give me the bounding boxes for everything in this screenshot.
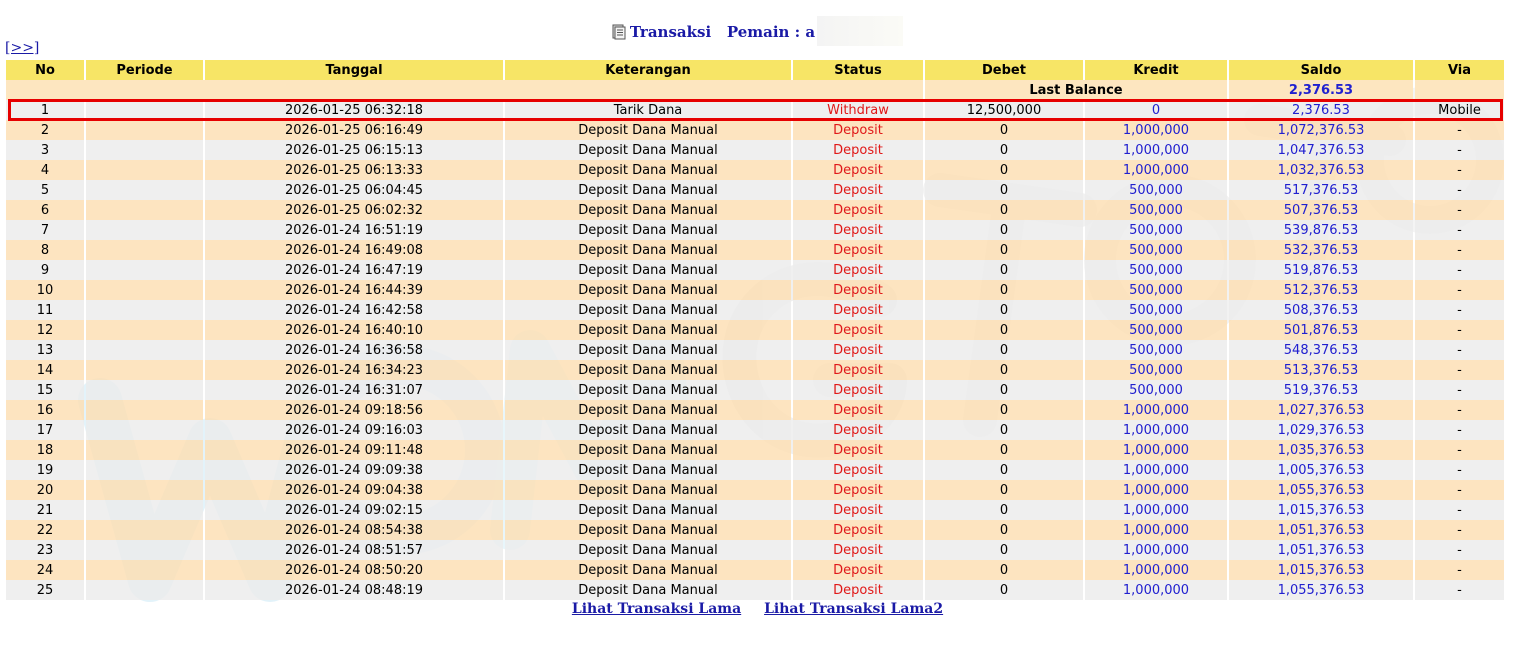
keterangan-cell: Deposit Dana Manual <box>505 200 791 220</box>
saldo-cell: 1,051,376.53 <box>1229 540 1413 560</box>
table-row <box>6 260 1504 280</box>
saldo-cell: 1,032,376.53 <box>1229 160 1413 180</box>
no-cell: 23 <box>6 540 84 560</box>
debet-cell: 0 <box>925 300 1083 320</box>
status-cell: Deposit <box>793 140 923 160</box>
keterangan-cell: Deposit Dana Manual <box>505 320 791 340</box>
redaction-mask <box>817 16 903 46</box>
debet-cell: 0 <box>925 340 1083 360</box>
status-cell: Deposit <box>793 560 923 580</box>
tanggal-cell: 2026-01-24 08:51:57 <box>205 540 503 560</box>
no-cell: 19 <box>6 460 84 480</box>
table-row <box>6 540 1504 560</box>
table-row <box>6 440 1504 460</box>
title-label: Transaksi <box>629 23 712 41</box>
via-cell: - <box>1415 180 1504 200</box>
no-cell: 3 <box>6 140 84 160</box>
column-header-no: No <box>6 60 84 80</box>
status-cell: Deposit <box>793 240 923 260</box>
keterangan-cell: Deposit Dana Manual <box>505 340 791 360</box>
debet-cell: 0 <box>925 220 1083 240</box>
footer-links <box>0 601 1515 617</box>
kredit-cell: 1,000,000 <box>1085 540 1227 560</box>
status-cell: Deposit <box>793 500 923 520</box>
old-transactions-2-link[interactable]: Lihat Transaksi Lama2 <box>764 601 944 617</box>
table-row <box>6 520 1504 540</box>
table-row <box>6 500 1504 520</box>
table-row <box>6 200 1504 220</box>
keterangan-cell: Deposit Dana Manual <box>505 180 791 200</box>
via-cell: - <box>1415 540 1504 560</box>
periode-cell <box>86 160 203 180</box>
no-cell: 25 <box>6 580 84 600</box>
table-row <box>6 420 1504 440</box>
no-cell: 18 <box>6 440 84 460</box>
saldo-cell: 1,015,376.53 <box>1229 500 1413 520</box>
table-row <box>6 160 1504 180</box>
tanggal-cell: 2026-01-24 16:31:07 <box>205 380 503 400</box>
saldo-cell: 519,376.53 <box>1229 380 1413 400</box>
tanggal-cell: 2026-01-25 06:15:13 <box>205 140 503 160</box>
kredit-cell: 500,000 <box>1085 220 1227 240</box>
tanggal-cell: 2026-01-25 06:13:33 <box>205 160 503 180</box>
tanggal-cell: 2026-01-24 16:34:23 <box>205 360 503 380</box>
keterangan-cell: Deposit Dana Manual <box>505 140 791 160</box>
kredit-cell: 500,000 <box>1085 240 1227 260</box>
no-cell: 11 <box>6 300 84 320</box>
no-cell: 2 <box>6 120 84 140</box>
periode-cell <box>86 200 203 220</box>
status-cell: Deposit <box>793 400 923 420</box>
keterangan-cell: Deposit Dana Manual <box>505 220 791 240</box>
table-row <box>6 560 1504 580</box>
debet-cell: 0 <box>925 560 1083 580</box>
last-balance-value: 2,376.53 <box>1229 80 1413 100</box>
tanggal-cell: 2026-01-24 09:11:48 <box>205 440 503 460</box>
no-cell: 4 <box>6 160 84 180</box>
keterangan-cell: Deposit Dana Manual <box>505 420 791 440</box>
saldo-cell: 1,055,376.53 <box>1229 580 1413 600</box>
tanggal-cell: 2026-01-24 09:16:03 <box>205 420 503 440</box>
saldo-cell: 539,876.53 <box>1229 220 1413 240</box>
via-cell: - <box>1415 260 1504 280</box>
periode-cell <box>86 360 203 380</box>
via-cell: - <box>1415 400 1504 420</box>
table-row <box>6 340 1504 360</box>
via-cell: - <box>1415 300 1504 320</box>
via-cell: - <box>1415 320 1504 340</box>
no-cell: 24 <box>6 560 84 580</box>
no-cell: 8 <box>6 240 84 260</box>
last-balance-label: Last Balance <box>925 80 1227 100</box>
page-title <box>0 16 1515 46</box>
periode-cell <box>86 120 203 140</box>
table-row <box>6 180 1504 200</box>
periode-cell <box>86 340 203 360</box>
periode-cell <box>86 260 203 280</box>
keterangan-cell: Deposit Dana Manual <box>505 520 791 540</box>
keterangan-cell: Deposit Dana Manual <box>505 260 791 280</box>
saldo-cell: 1,035,376.53 <box>1229 440 1413 460</box>
tanggal-cell: 2026-01-24 16:47:19 <box>205 260 503 280</box>
debet-cell: 0 <box>925 520 1083 540</box>
table-row <box>6 140 1504 160</box>
no-cell: 16 <box>6 400 84 420</box>
periode-cell <box>86 320 203 340</box>
via-cell: - <box>1415 560 1504 580</box>
via-cell: - <box>1415 160 1504 180</box>
column-header-periode: Periode <box>86 60 203 80</box>
kredit-cell: 500,000 <box>1085 340 1227 360</box>
player-label: Pemain : a <box>726 23 816 41</box>
via-cell: - <box>1415 280 1504 300</box>
column-header-debet: Debet <box>925 60 1083 80</box>
status-cell: Deposit <box>793 420 923 440</box>
debet-cell: 12,500,000 <box>925 100 1083 120</box>
table-row <box>6 100 1504 120</box>
debet-cell: 0 <box>925 580 1083 600</box>
status-cell: Deposit <box>793 180 923 200</box>
last-balance-row <box>6 80 1504 100</box>
debet-cell: 0 <box>925 260 1083 280</box>
periode-cell <box>86 500 203 520</box>
via-cell: - <box>1415 200 1504 220</box>
periode-cell <box>86 140 203 160</box>
table-row <box>6 360 1504 380</box>
status-cell: Deposit <box>793 320 923 340</box>
table-row <box>6 220 1504 240</box>
keterangan-cell: Deposit Dana Manual <box>505 560 791 580</box>
debet-cell: 0 <box>925 180 1083 200</box>
status-cell: Deposit <box>793 580 923 600</box>
debet-cell: 0 <box>925 440 1083 460</box>
kredit-cell: 500,000 <box>1085 380 1227 400</box>
column-header-tanggal: Tanggal <box>205 60 503 80</box>
periode-cell <box>86 460 203 480</box>
debet-cell: 0 <box>925 360 1083 380</box>
next-page-link[interactable]: [>>] <box>5 40 40 56</box>
kredit-cell: 500,000 <box>1085 180 1227 200</box>
periode-cell <box>86 100 203 120</box>
via-cell: - <box>1415 120 1504 140</box>
column-header-keterangan: Keterangan <box>505 60 791 80</box>
via-cell: - <box>1415 220 1504 240</box>
saldo-cell: 548,376.53 <box>1229 340 1413 360</box>
debet-cell: 0 <box>925 200 1083 220</box>
tanggal-cell: 2026-01-24 16:51:19 <box>205 220 503 240</box>
debet-cell: 0 <box>925 160 1083 180</box>
kredit-cell: 500,000 <box>1085 260 1227 280</box>
via-cell: - <box>1415 340 1504 360</box>
tanggal-cell: 2026-01-24 09:18:56 <box>205 400 503 420</box>
tanggal-cell: 2026-01-24 08:48:19 <box>205 580 503 600</box>
periode-cell <box>86 420 203 440</box>
debet-cell: 0 <box>925 500 1083 520</box>
kredit-cell: 1,000,000 <box>1085 480 1227 500</box>
kredit-cell: 1,000,000 <box>1085 520 1227 540</box>
keterangan-cell: Deposit Dana Manual <box>505 480 791 500</box>
keterangan-cell: Deposit Dana Manual <box>505 280 791 300</box>
tanggal-cell: 2026-01-24 08:50:20 <box>205 560 503 580</box>
tanggal-cell: 2026-01-24 16:40:10 <box>205 320 503 340</box>
keterangan-cell: Deposit Dana Manual <box>505 120 791 140</box>
status-cell: Deposit <box>793 340 923 360</box>
via-cell: - <box>1415 380 1504 400</box>
keterangan-cell: Deposit Dana Manual <box>505 540 791 560</box>
periode-cell <box>86 560 203 580</box>
via-cell: Mobile <box>1415 100 1504 120</box>
no-cell: 7 <box>6 220 84 240</box>
no-cell: 15 <box>6 380 84 400</box>
periode-cell <box>86 380 203 400</box>
saldo-cell: 1,005,376.53 <box>1229 460 1413 480</box>
kredit-cell: 1,000,000 <box>1085 140 1227 160</box>
kredit-cell: 500,000 <box>1085 360 1227 380</box>
keterangan-cell: Deposit Dana Manual <box>505 160 791 180</box>
debet-cell: 0 <box>925 280 1083 300</box>
tanggal-cell: 2026-01-24 09:09:38 <box>205 460 503 480</box>
table-row <box>6 120 1504 140</box>
status-cell: Withdraw <box>793 100 923 120</box>
keterangan-cell: Deposit Dana Manual <box>505 380 791 400</box>
kredit-cell: 1,000,000 <box>1085 400 1227 420</box>
no-cell: 5 <box>6 180 84 200</box>
periode-cell <box>86 440 203 460</box>
periode-cell <box>86 540 203 560</box>
table-row <box>6 300 1504 320</box>
debet-cell: 0 <box>925 400 1083 420</box>
periode-cell <box>86 220 203 240</box>
status-cell: Deposit <box>793 360 923 380</box>
saldo-cell: 532,376.53 <box>1229 240 1413 260</box>
saldo-cell: 507,376.53 <box>1229 200 1413 220</box>
via-cell: - <box>1415 360 1504 380</box>
saldo-cell: 1,072,376.53 <box>1229 120 1413 140</box>
saldo-cell: 501,876.53 <box>1229 320 1413 340</box>
no-cell: 1 <box>6 100 84 120</box>
table-row <box>6 580 1504 600</box>
tanggal-cell: 2026-01-24 16:49:08 <box>205 240 503 260</box>
no-cell: 14 <box>6 360 84 380</box>
kredit-cell: 1,000,000 <box>1085 500 1227 520</box>
status-cell: Deposit <box>793 160 923 180</box>
saldo-cell: 519,876.53 <box>1229 260 1413 280</box>
tanggal-cell: 2026-01-24 16:44:39 <box>205 280 503 300</box>
status-cell: Deposit <box>793 120 923 140</box>
column-header-status: Status <box>793 60 923 80</box>
periode-cell <box>86 240 203 260</box>
no-cell: 22 <box>6 520 84 540</box>
saldo-cell: 1,047,376.53 <box>1229 140 1413 160</box>
kredit-cell: 1,000,000 <box>1085 440 1227 460</box>
keterangan-cell: Deposit Dana Manual <box>505 300 791 320</box>
tanggal-cell: 2026-01-25 06:02:32 <box>205 200 503 220</box>
no-cell: 10 <box>6 280 84 300</box>
via-cell: - <box>1415 440 1504 460</box>
keterangan-cell: Tarik Dana <box>505 100 791 120</box>
kredit-cell: 500,000 <box>1085 200 1227 220</box>
kredit-cell: 500,000 <box>1085 280 1227 300</box>
saldo-cell: 1,029,376.53 <box>1229 420 1413 440</box>
tanggal-cell: 2026-01-24 16:42:58 <box>205 300 503 320</box>
no-cell: 20 <box>6 480 84 500</box>
saldo-cell: 1,055,376.53 <box>1229 480 1413 500</box>
periode-cell <box>86 300 203 320</box>
debet-cell: 0 <box>925 240 1083 260</box>
keterangan-cell: Deposit Dana Manual <box>505 240 791 260</box>
kredit-cell: 0 <box>1085 100 1227 120</box>
status-cell: Deposit <box>793 540 923 560</box>
debet-cell: 0 <box>925 540 1083 560</box>
status-cell: Deposit <box>793 440 923 460</box>
periode-cell <box>86 280 203 300</box>
table-row <box>6 240 1504 260</box>
last-balance-via <box>1415 80 1504 100</box>
saldo-cell: 512,376.53 <box>1229 280 1413 300</box>
via-cell: - <box>1415 480 1504 500</box>
status-cell: Deposit <box>793 380 923 400</box>
periode-cell <box>86 580 203 600</box>
tanggal-cell: 2026-01-24 16:36:58 <box>205 340 503 360</box>
document-icon <box>612 24 626 44</box>
tanggal-cell: 2026-01-25 06:04:45 <box>205 180 503 200</box>
saldo-cell: 513,376.53 <box>1229 360 1413 380</box>
column-header-saldo: Saldo <box>1229 60 1413 80</box>
kredit-cell: 1,000,000 <box>1085 560 1227 580</box>
saldo-cell: 1,027,376.53 <box>1229 400 1413 420</box>
keterangan-cell: Deposit Dana Manual <box>505 580 791 600</box>
no-cell: 13 <box>6 340 84 360</box>
last-balance-spacer <box>6 80 923 100</box>
status-cell: Deposit <box>793 460 923 480</box>
table-row <box>6 400 1504 420</box>
keterangan-cell: Deposit Dana Manual <box>505 460 791 480</box>
via-cell: - <box>1415 240 1504 260</box>
table-header-row <box>6 60 1504 80</box>
status-cell: Deposit <box>793 200 923 220</box>
tanggal-cell: 2026-01-25 06:32:18 <box>205 100 503 120</box>
debet-cell: 0 <box>925 480 1083 500</box>
kredit-cell: 500,000 <box>1085 300 1227 320</box>
periode-cell <box>86 480 203 500</box>
transaction-table <box>4 60 1506 600</box>
saldo-cell: 1,015,376.53 <box>1229 560 1413 580</box>
tanggal-cell: 2026-01-24 09:04:38 <box>205 480 503 500</box>
saldo-cell: 2,376.53 <box>1229 100 1413 120</box>
periode-cell <box>86 400 203 420</box>
table-row <box>6 320 1504 340</box>
tanggal-cell: 2026-01-25 06:16:49 <box>205 120 503 140</box>
kredit-cell: 1,000,000 <box>1085 120 1227 140</box>
via-cell: - <box>1415 580 1504 600</box>
debet-cell: 0 <box>925 380 1083 400</box>
status-cell: Deposit <box>793 520 923 540</box>
saldo-cell: 1,051,376.53 <box>1229 520 1413 540</box>
keterangan-cell: Deposit Dana Manual <box>505 500 791 520</box>
status-cell: Deposit <box>793 280 923 300</box>
tanggal-cell: 2026-01-24 08:54:38 <box>205 520 503 540</box>
kredit-cell: 1,000,000 <box>1085 420 1227 440</box>
no-cell: 6 <box>6 200 84 220</box>
debet-cell: 0 <box>925 140 1083 160</box>
old-transactions-link[interactable]: Lihat Transaksi Lama <box>571 601 742 617</box>
keterangan-cell: Deposit Dana Manual <box>505 440 791 460</box>
tanggal-cell: 2026-01-24 09:02:15 <box>205 500 503 520</box>
status-cell: Deposit <box>793 260 923 280</box>
via-cell: - <box>1415 520 1504 540</box>
keterangan-cell: Deposit Dana Manual <box>505 400 791 420</box>
status-cell: Deposit <box>793 300 923 320</box>
no-cell: 21 <box>6 500 84 520</box>
periode-cell <box>86 520 203 540</box>
via-cell: - <box>1415 500 1504 520</box>
kredit-cell: 500,000 <box>1085 320 1227 340</box>
table-row <box>6 480 1504 500</box>
debet-cell: 0 <box>925 460 1083 480</box>
debet-cell: 0 <box>925 320 1083 340</box>
saldo-cell: 508,376.53 <box>1229 300 1413 320</box>
status-cell: Deposit <box>793 220 923 240</box>
no-cell: 12 <box>6 320 84 340</box>
kredit-cell: 1,000,000 <box>1085 460 1227 480</box>
kredit-cell: 1,000,000 <box>1085 580 1227 600</box>
no-cell: 9 <box>6 260 84 280</box>
via-cell: - <box>1415 420 1504 440</box>
via-cell: - <box>1415 140 1504 160</box>
kredit-cell: 1,000,000 <box>1085 160 1227 180</box>
column-header-kredit: Kredit <box>1085 60 1227 80</box>
debet-cell: 0 <box>925 120 1083 140</box>
keterangan-cell: Deposit Dana Manual <box>505 360 791 380</box>
status-cell: Deposit <box>793 480 923 500</box>
table-row <box>6 280 1504 300</box>
saldo-cell: 517,376.53 <box>1229 180 1413 200</box>
periode-cell <box>86 180 203 200</box>
table-row <box>6 460 1504 480</box>
debet-cell: 0 <box>925 420 1083 440</box>
table-row <box>6 380 1504 400</box>
via-cell: - <box>1415 460 1504 480</box>
no-cell: 17 <box>6 420 84 440</box>
column-header-via: Via <box>1415 60 1504 80</box>
